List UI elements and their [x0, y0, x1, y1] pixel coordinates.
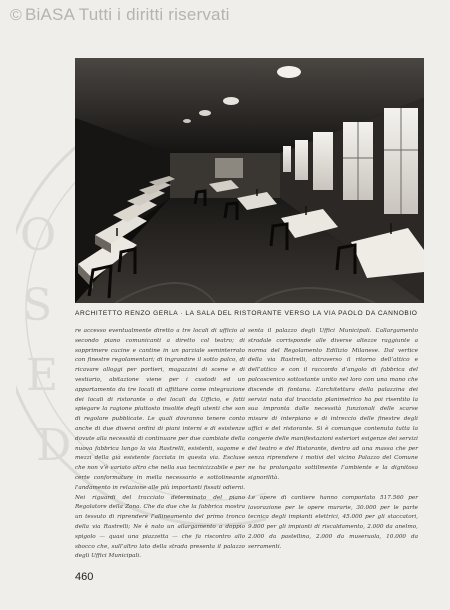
svg-text:O: O [20, 210, 57, 261]
restaurant-hall-photo [75, 58, 424, 303]
svg-text:S: S [22, 280, 53, 331]
article-left-column [75, 327, 245, 562]
watermark-text: BiASA Tutti i diritti riservati [25, 5, 230, 24]
article-right-column [248, 327, 418, 553]
article-paragraph: senta il palazzo degli Uffici Municipali. L’allargamento stradale corrisponde alle diverse altezze raggiunte a norma del Regolamento Edilizio Milanese. Dal vertice della via Rastrelli, attraverso il ritorno dell’attico e dell’attico e con il raccordo d’angolo di fabbrica del palcoscenico sottostante unito nel loro con una mano che discende di fontana. L’architettura della palazzina dei servizi nata dal tracciato planimetrico ha poi risentito la sua impronta dalle necessità funzionali delle scarse misure di interpiano e di intreccio delle finestre degli uffici e del ristorante. Si è comunque contenuta tutta la congerie delle manifestazioni esteriori esigenze dei servizi del teatro e del Ristorante, dentro ad una massa che per senza riprendere i motivi del vicino Palazzo del Comune ne ha prolungato sottilmente l’ambiente e la dignitosa signorilità. [248, 328, 418, 481]
article-paragraph: re accesso eventualmente diretto a tre locali di ufficio al secondo piano comunicanti a diretto col teatro; di sopprimere cucine e cantine in un parziale seminterrato con finestre regolamentari; di ingrandire il sotto palco, di ricavare alloggi per portieri, magazzini di scene e di vestiario, abitazione viene per i custodi ed un appartamento da tre locali di affittare come integrazione dei locali di ristorante o dei locali da Ufficio, e fatti spiegare la ragione piuttosto insolite degli utenti che son di regolare pubblicate. Le quali dovranno tenere conto anche di due diversi ordini di piani interni e di esistenze dovute alla necessità di continuare per due cambiate della nuova fabbrica lungo la via Rastrelli, esistenti, sagome e mezzi della già esistente facciata in questa via. Escluse che non v’è variato altro che nella sua tecnicizzabile e per certe conformature in mella necessario e sottolineante l'andamento in relazione alle più importanti fissati odierni. Nei riguardi del tracciato determinato del piano Regolatore della Zona. Che da due che la fabbrica mostra un tessuto di riprendere l’allineamento del primo tronco della via Rastrelli; Ne è nato un allargamento a doppio spigolo — quasi una piazzetta — che fa riscontro allo sbocco che, sull’altro lato della strada presenta il palazzo degli Uffici Municipali. [75, 328, 245, 560]
svg-text:E: E [26, 350, 59, 401]
copyright-symbol: © [10, 7, 22, 24]
article-paragraph: Le opere di cantiere hanno comportato 517.560 per lavorazione per le opere murarie, 30.000 per le parte tecnica degli impianti elettrici, 45.000 per gli staccatori, 9.800 per gli impianti di riscaldamento, 2.000 da anelmo, 2.000 da pastellina, 2.000 da museruola, 10.000 da serramenti. [248, 494, 418, 550]
svg-text:D: D [36, 420, 72, 471]
page-number: 460 [75, 571, 94, 583]
watermark [10, 5, 230, 25]
figure-caption: ARCHITETTO RENZO GERLA · LA SALA DEL RISTORANTE VERSO LA VIA PAOLO DA CANNOBIO [75, 310, 418, 317]
